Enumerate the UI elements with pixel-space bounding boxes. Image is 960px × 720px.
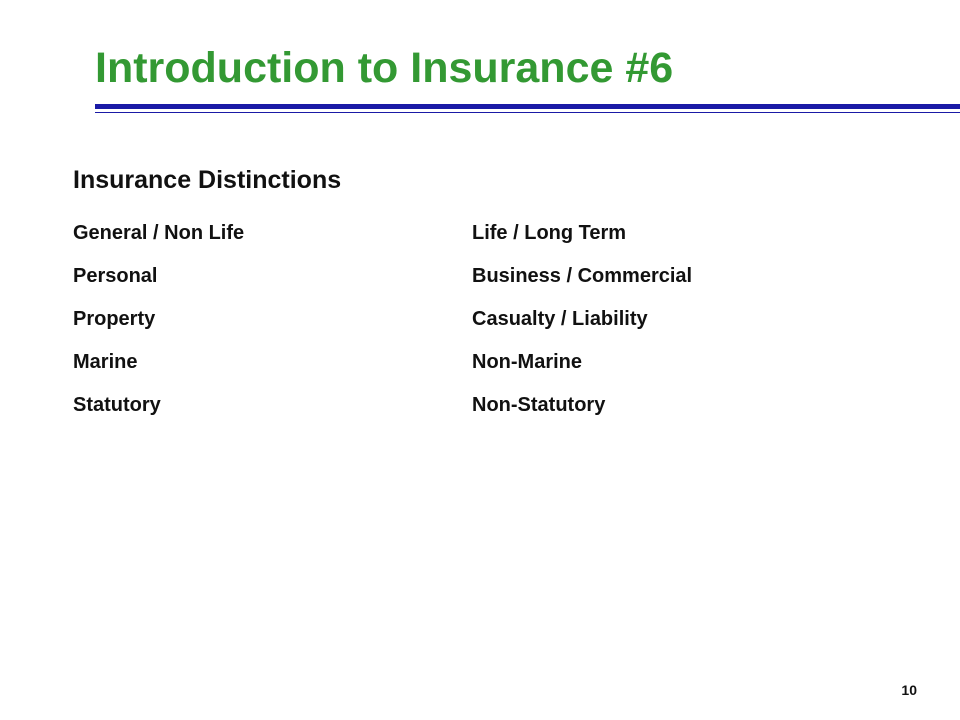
section-heading: Insurance Distinctions — [73, 166, 342, 194]
distinction-left: General / Non Life — [73, 222, 245, 244]
distinction-row — [73, 341, 893, 384]
distinction-row — [73, 212, 893, 255]
distinctions-list — [73, 212, 893, 427]
distinction-left: Marine — [73, 351, 138, 373]
title-underline-thick — [95, 104, 960, 109]
title-underline-thin — [95, 112, 960, 113]
distinction-row — [73, 298, 893, 341]
distinction-right: Life / Long Term — [472, 222, 627, 244]
distinction-right: Casualty / Liability — [472, 308, 648, 330]
distinction-right: Business / Commercial — [472, 265, 693, 287]
slide-title: Introduction to Insurance #6 — [95, 44, 674, 92]
distinction-left: Personal — [73, 265, 158, 287]
distinction-right: Non-Marine — [472, 351, 582, 373]
slide-number: 10 — [901, 682, 917, 698]
distinction-right: Non-Statutory — [472, 394, 606, 416]
distinction-row — [73, 384, 893, 427]
distinction-left: Property — [73, 308, 156, 330]
distinction-row — [73, 255, 893, 298]
distinction-left: Statutory — [73, 394, 161, 416]
